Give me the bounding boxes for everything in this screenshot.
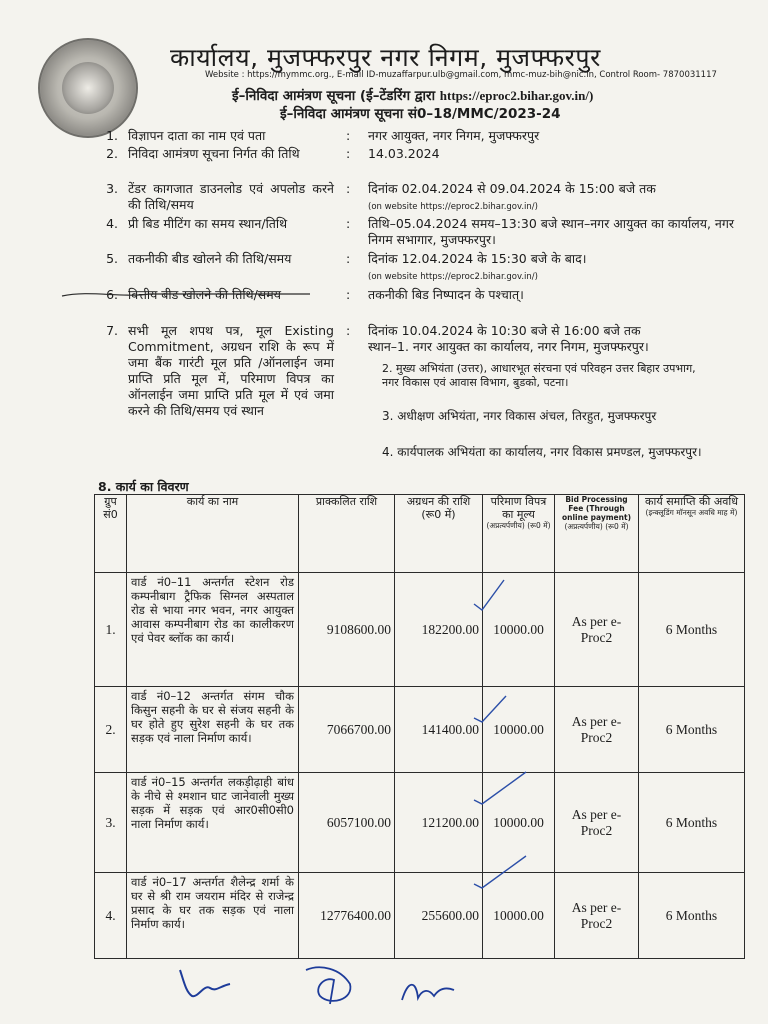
col-header-group: ग्रुप सं0 (95, 495, 127, 573)
signature-1-icon (170, 962, 240, 1002)
item-number: 2. (106, 146, 118, 161)
table-row (95, 873, 745, 959)
cell-boq: 10000.00 (483, 573, 555, 687)
cell-group: 3. (95, 773, 127, 873)
cell-group: 1. (95, 573, 127, 687)
strike-mark (60, 288, 320, 302)
item-value: 14.03.2024 (368, 146, 440, 161)
nagar-nigam-seal (38, 38, 138, 138)
item-label: तकनीकी बीड खोलने की तिथि/समय (128, 251, 292, 266)
cell-estimate: 7066700.00 (299, 687, 395, 773)
cell-period: 6 Months (639, 573, 745, 687)
notice-heading-hindi: ई–निविदा आमंत्रण सूचना (ई–टेंडरिंग द्वारा (232, 88, 436, 104)
cell-fee: As per e-Proc2 (555, 773, 639, 873)
cell-work-name: वार्ड नं0–11 अन्तर्गत स्टेशन रोड कम्पनीबाग ट्रैफिक सिग्नल अस्पताल रोड से भाया नगर भवन, नगर आयुक्त आवास कम्पनीबाग रोड का कालीकरण एवं पेवर ब्लॉक का कार्य। (127, 573, 299, 687)
eproc-url[interactable]: https://eproc2.bihar.gov.in/) (439, 88, 594, 103)
item-value: तिथि–05.04.2024 समय–13:30 बजे स्थान–नगर आयुक्त का कार्यालय, नगर निगम सभागार, मुजफ्फरपुर। (368, 216, 734, 247)
item-number: 4. (106, 216, 118, 231)
tick-mark-icon (470, 852, 530, 892)
cell-work-name: वार्ड नं0–15 अन्तर्गत लकड़ीढ़ाही बांध के नीचे से श्मशान घाट जानेवाली मुख्य सड़क में सड़क एवं आर0सी0सी0 नाला निर्माण कार्य। (127, 773, 299, 873)
table-row (95, 687, 745, 773)
cell-boq: 10000.00 (483, 773, 555, 873)
item-value: तकनीकी बिड निष्पादन के पश्चात्। (368, 287, 524, 302)
item-label: टेंडर कागजात डाउनलोड एवं अपलोड करने की तिथि/समय (128, 181, 334, 212)
cell-group: 2. (95, 687, 127, 773)
cell-period: 6 Months (639, 773, 745, 873)
tick-mark-icon (470, 768, 530, 808)
item-label: विज्ञापन दाता का नाम एवं पता (128, 128, 266, 143)
item-value: दिनांक 12.04.2024 के 15:30 बजे के बाद। (on website https://eproc2.bihar.gov.in/) (368, 251, 587, 282)
submission-place-4: 4. कार्यपालक अभियंता का कार्यालय, नगर विकास प्रमण्डल, मुजफ्फरपुर। (382, 445, 702, 459)
cell-period: 6 Months (639, 873, 745, 959)
website-contact-line: Website : https://mymmc.org., E-mail ID-muzaffarpur.ulb@gmail.com, mmc-muz-bih@nic.in, Control Room- 7870031117 (205, 70, 717, 80)
cell-emd: 182200.00 (395, 573, 483, 687)
cell-estimate: 12776400.00 (299, 873, 395, 959)
item-number: 7. (106, 323, 118, 338)
cell-period: 6 Months (639, 687, 745, 773)
item-number: 6. (106, 287, 118, 302)
col-header-fee: Bid Processing Fee (Through online payment) (अप्रत्यर्पणीय) (रू0 में) (555, 495, 639, 573)
table-row (95, 573, 745, 687)
col-header-boq: परिमाण विपत्र का मूल्य (अप्रत्यर्पणीय) (रू0 में) (483, 495, 555, 573)
notice-heading-2: ई–निविदा आमंत्रण सूचना सं0–18/MMC/2023-24 (280, 106, 561, 122)
signature-2-icon (300, 960, 360, 1010)
notice-heading-1 (232, 86, 593, 104)
item-label: सभी मूल शपथ पत्र, मूल Existing Commitment, अग्रधन राशि के रूप में जमा बैंक गारंटी मूल प्रति /ऑनलाईन जमा प्राप्ति प्रति मूल में, परिमाण विपत्र का ऑनलाईन जमा प्राप्ति प्रति मूल में एवं जमा करने की तिथि/समय एवं स्थान (128, 323, 334, 418)
table-row (95, 773, 745, 873)
cell-estimate: 9108600.00 (299, 573, 395, 687)
col-header-estimate: प्राक्कलित राशि (299, 495, 395, 573)
item-label: निविदा आमंत्रण सूचना निर्गत की तिथि (128, 146, 300, 161)
item-value: दिनांक 10.04.2024 के 10:30 बजे से 16:00 बजे तक स्थान–1. नगर आयुक्त का कार्यालय, नगर निगम, मुजफ्फरपुर। (368, 323, 649, 354)
item-label: वित्तीय बीड खोलने की तिथि/समय (128, 287, 281, 302)
col-header-work-name: कार्य का नाम (127, 495, 299, 573)
cell-group: 4. (95, 873, 127, 959)
office-title: कार्यालय, मुजफ्फरपुर नगर निगम, मुजफ्फरपुर (170, 43, 601, 72)
cell-fee: As per e-Proc2 (555, 573, 639, 687)
cell-estimate: 6057100.00 (299, 773, 395, 873)
cell-emd: 141400.00 (395, 687, 483, 773)
cell-work-name: वार्ड नं0–12 अन्तर्गत संगम चौक किसुन सहनी के घर से संजय सहनी के घर होते हुए सुरेश सहनी के घर तक सड़क एवं नाला निर्माण कार्य। (127, 687, 299, 773)
tick-mark-icon (470, 688, 510, 728)
item-number: 1. (106, 128, 118, 143)
item-number: 3. (106, 181, 118, 196)
table-header-row (95, 495, 745, 573)
submission-place-2: 2. मुख्य अभियंता (उत्तर), आधारभूत संरचना एवं परिवहन उत्तर बिहार उपभाग, नगर विकास एवं आवास विभाग, बुडको, पटना। (382, 362, 696, 389)
tick-mark-icon (470, 574, 510, 614)
item-value: दिनांक 02.04.2024 से 09.04.2024 के 15:00 बजे तक (on website https://eproc2.bihar.gov.in/) (368, 181, 656, 212)
cell-boq: 10000.00 (483, 687, 555, 773)
col-header-emd: अग्रधन की राशि (रू0 में) (395, 495, 483, 573)
cell-fee: As per e-Proc2 (555, 873, 639, 959)
submission-place-3: 3. अधीक्षण अभियंता, नगर विकास अंचल, तिरहुत, मुजफ्फरपुर (382, 409, 657, 423)
cell-emd: 255600.00 (395, 873, 483, 959)
cell-boq: 10000.00 (483, 873, 555, 959)
cell-fee: As per e-Proc2 (555, 687, 639, 773)
item-value: नगर आयुक्त, नगर निगम, मुजफ्फरपुर (368, 128, 540, 143)
cell-work-name: वार्ड नं0–17 अन्तर्गत शैलेन्द्र शर्मा के घर से श्री राम जयराम मंदिर से राजेन्द्र प्रसाद के घर तक सड़क एवं नाला निर्माण कार्य। (127, 873, 299, 959)
work-details-table (94, 494, 745, 959)
section-8-title: 8. कार्य का विवरण (98, 479, 189, 494)
item-label: प्री बिड मीटिंग का समय स्थान/तिथि (128, 216, 288, 231)
signature-3-icon (398, 970, 458, 1010)
col-header-period: कार्य समाप्ति की अवधि (इन्क्लूडिंग मॉनसून अवधि माह में) (639, 495, 745, 573)
cell-emd: 121200.00 (395, 773, 483, 873)
item-number: 5. (106, 251, 118, 266)
